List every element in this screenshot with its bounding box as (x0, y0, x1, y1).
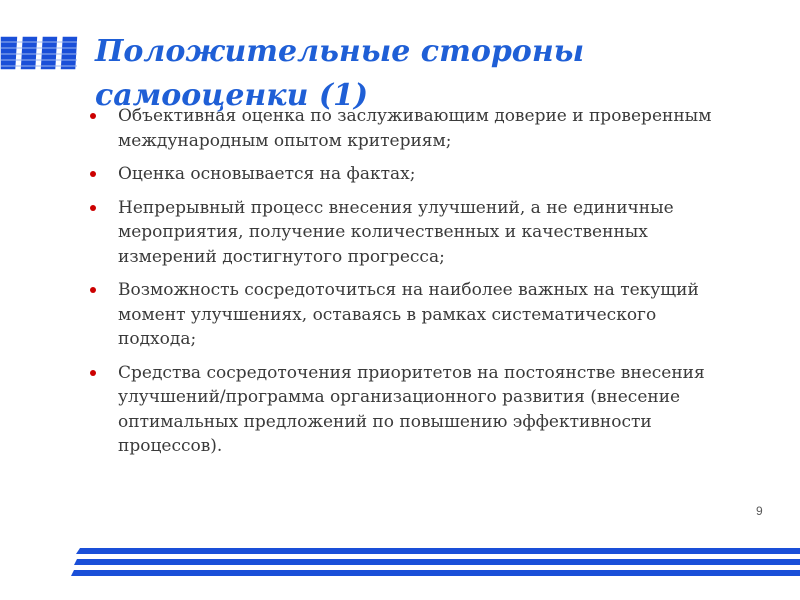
bullet-list (90, 104, 730, 468)
title-line-2: самооценки (1) (95, 78, 369, 113)
bullet-dot-icon (90, 370, 96, 376)
page-number: 9 (756, 504, 763, 518)
bullet-item (90, 162, 730, 187)
title-line-1: Положительные стороны (95, 34, 585, 69)
bullet-dot-icon (90, 287, 96, 293)
bullet-dot-icon (90, 113, 96, 119)
bullet-text: Оценка основывается на фактах; (118, 164, 416, 184)
bullet-dot-icon (90, 171, 96, 177)
bullet-item (90, 104, 730, 153)
logo-bars-decoration (0, 34, 84, 72)
bullet-text: Возможность сосредоточиться на наиболее важных на текущий момент улучшениях, оставаясь в рамках систематического подхода; (118, 280, 699, 349)
bullet-item (90, 196, 730, 270)
bullet-text: Непрерывный процесс внесения улучшений, а не единичные мероприятия, получение количественных и качественных измерений достигнутого прогресса; (118, 197, 674, 267)
bullet-dot-icon (90, 205, 96, 211)
footer-stripes-decoration (70, 545, 800, 585)
bullet-text: Объективная оценка по заслуживающим доверие и проверенным международным опытом критериям; (118, 106, 712, 151)
bullet-item (90, 361, 730, 459)
bullet-item (90, 278, 730, 352)
bullet-text: Средства сосредоточения приоритетов на постоянстве внесения улучшений/программа организационного развития (внесение оптимальных предложений по повышению эффективности процессов). (118, 362, 705, 456)
